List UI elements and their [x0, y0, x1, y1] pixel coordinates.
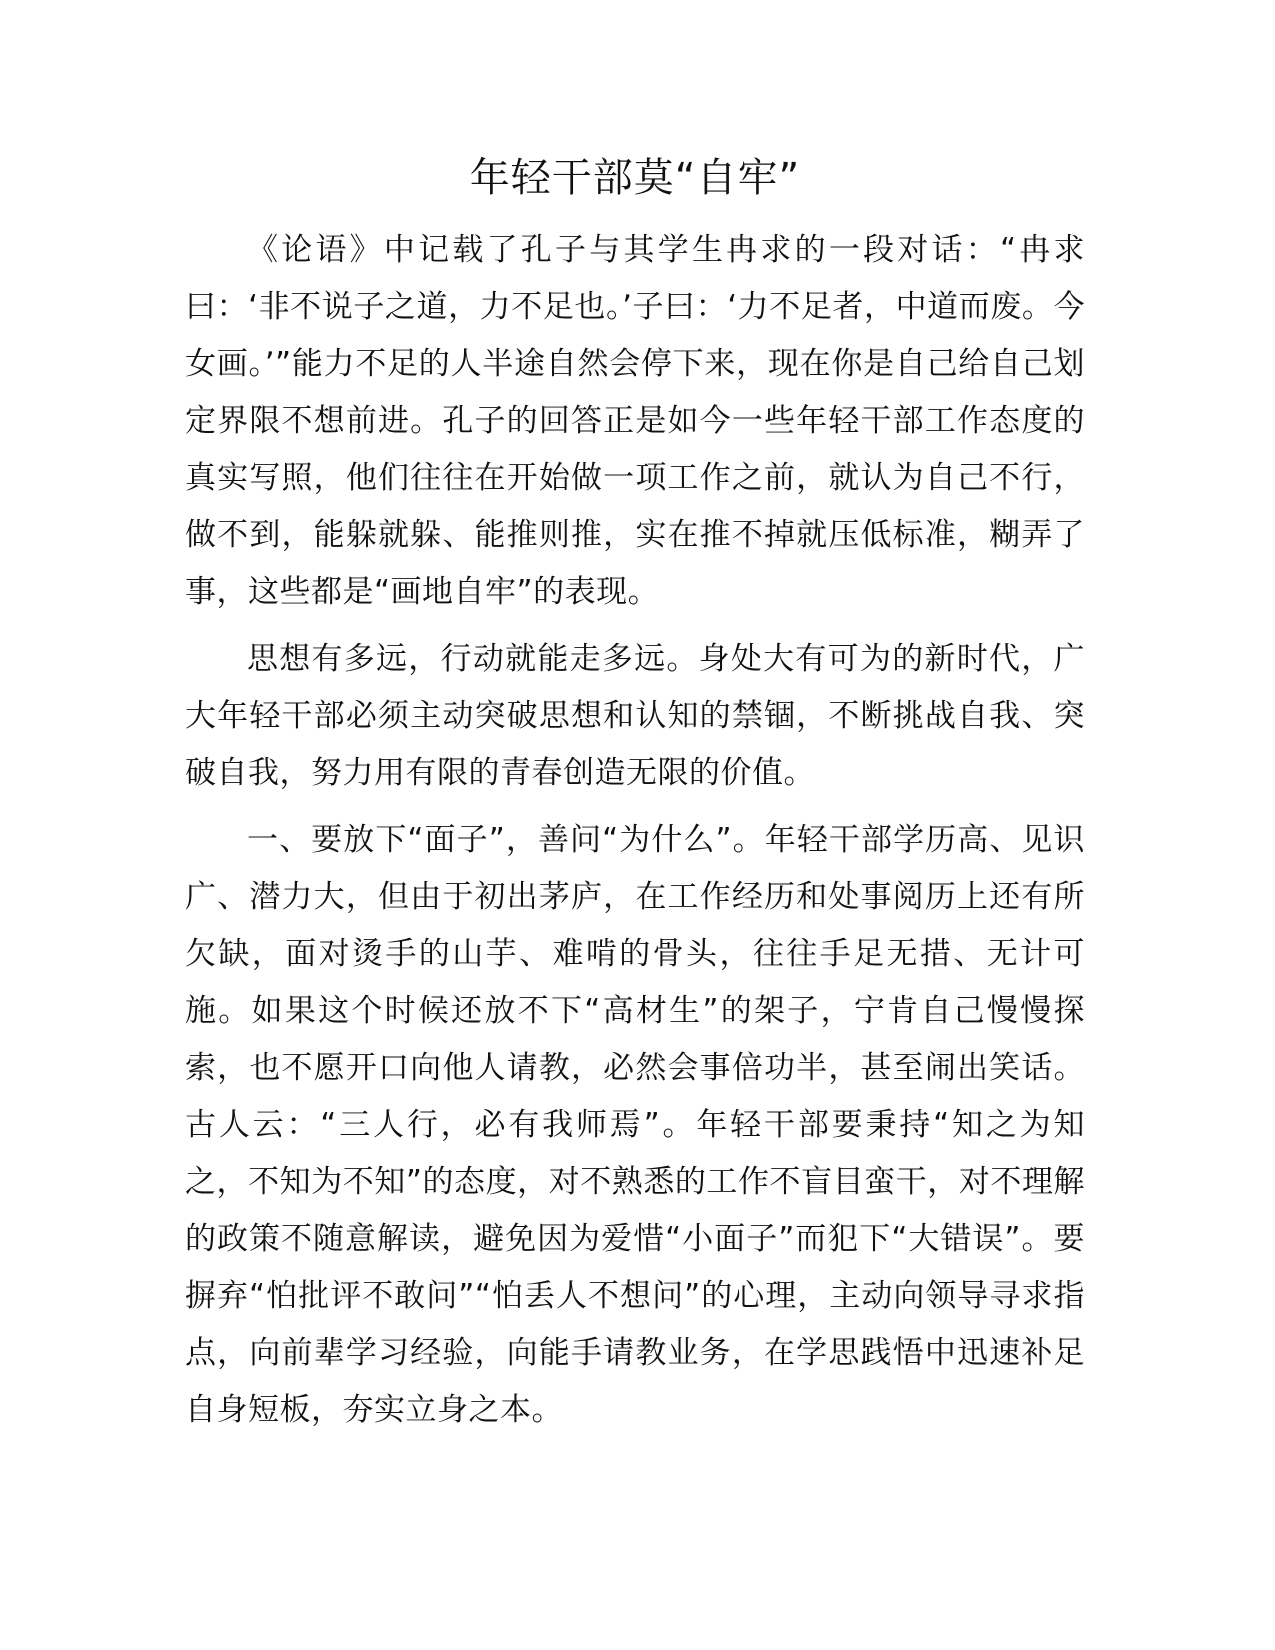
paragraph-point-one: 一、要放下“面子”，善问“为什么”。年轻干部学历高、见识广、潜力大，但由于初出茅庐，在工作经历和处事阅历上还有所欠缺，面对烫手的山芋、难啃的骨头，往往手足无措、无计可施。如果这个时候还放不下“高材生”的架子，宁肯自己慢慢探索，也不愿开口向他人请教，必然会事倍功半，甚至闹出笑话。古人云：“三人行，必有我师焉”。年轻干部要秉持“知之为知之，不知为不知”的态度，对不熟悉的工作不盲目蛮干，对不理解的政策不随意解读，避免因为爱惜“小面子”而犯下“大错误”。要摒弃“怕批评不敢问”“怕丢人不想问”的心理，主动向领导寻求指点，向前辈学习经验，向能手请教业务，在学思践悟中迅速补足自身短板，夯实立身之本。: [185, 822, 1085, 1428]
document-body: [185, 150, 1085, 1449]
paragraph-thesis: 思想有多远，行动就能走多远。身处大有可为的新时代，广大年轻干部必须主动突破思想和认知的禁锢，不断挑战自我、突破自我，努力用有限的青春创造无限的价值。: [185, 641, 1085, 791]
paragraph-intro: 《论语》中记载了孔子与其学生冉求的一段对话：“冉求曰：‘非不说子之道，力不足也。’子曰：‘力不足者，中道而废。今女画。’”能力不足的人半途自然会停下来，现在你是自己给自己划定界限不想前进。孔子的回答正是如今一些年轻干部工作态度的真实写照，他们往往在开始做一项工作之前，就认为自己不行，做不到，能躲就躲、能推则推，实在推不掉就压低标准，糊弄了事，这些都是“画地自牢”的表现。: [185, 232, 1085, 610]
document-title: 年轻干部莫“自牢”: [469, 155, 801, 201]
